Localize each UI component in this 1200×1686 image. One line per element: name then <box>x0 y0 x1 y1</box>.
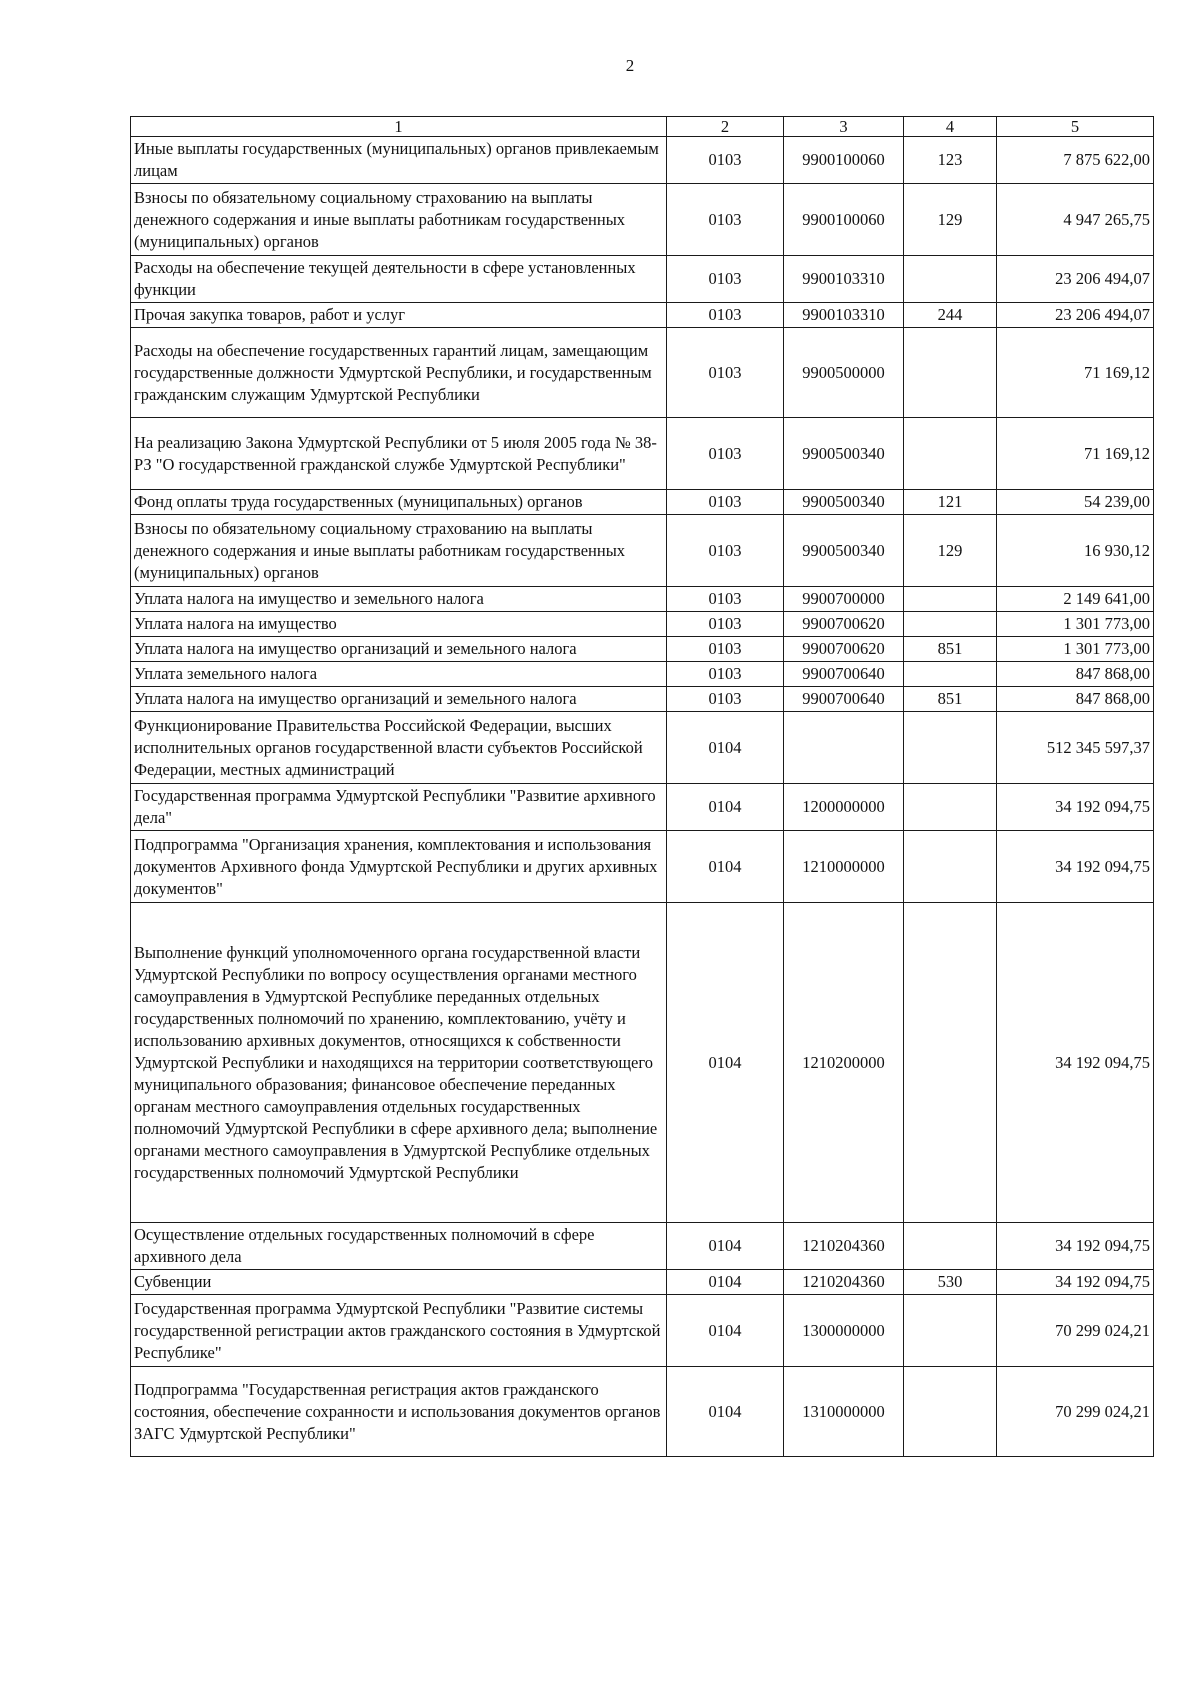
cell-section-code: 0103 <box>667 587 784 612</box>
cell-target-code: 1310000000 <box>784 1367 904 1457</box>
cell-amount: 34 192 094,75 <box>997 831 1154 903</box>
cell-section-code: 0104 <box>667 1223 784 1270</box>
cell-expense-type <box>904 662 997 687</box>
cell-section-code: 0103 <box>667 515 784 587</box>
table-row <box>131 515 1154 587</box>
cell-section-code: 0103 <box>667 328 784 418</box>
cell-amount: 847 868,00 <box>997 662 1154 687</box>
cell-amount: 512 345 597,37 <box>997 712 1154 784</box>
table-row <box>131 328 1154 418</box>
cell-section-code: 0104 <box>667 1270 784 1295</box>
cell-expense-type: 244 <box>904 303 997 328</box>
cell-amount: 23 206 494,07 <box>997 256 1154 303</box>
table-row <box>131 712 1154 784</box>
cell-section-code: 0103 <box>667 490 784 515</box>
cell-target-code: 9900700620 <box>784 612 904 637</box>
cell-expense-type <box>904 1367 997 1457</box>
cell-expense-type <box>904 328 997 418</box>
column-header-3: 3 <box>784 117 904 137</box>
budget-table <box>130 116 1154 1457</box>
cell-name: Уплата налога на имущество <box>131 612 667 637</box>
cell-section-code: 0103 <box>667 137 784 184</box>
column-header-5: 5 <box>997 117 1154 137</box>
cell-amount: 1 301 773,00 <box>997 637 1154 662</box>
cell-name: Взносы по обязательному социальному страхованию на выплаты денежного содержания и иные выплаты работникам государственных (муниципальных) органов <box>131 184 667 256</box>
cell-amount: 7 875 622,00 <box>997 137 1154 184</box>
cell-section-code: 0103 <box>667 256 784 303</box>
table-row <box>131 1223 1154 1270</box>
cell-section-code: 0104 <box>667 831 784 903</box>
cell-expense-type <box>904 831 997 903</box>
cell-name: Расходы на обеспечение государственных гарантий лицам, замещающим государственные должности Удмуртской Республики, и государственным гражданским служащим Удмуртской Республики <box>131 328 667 418</box>
cell-name: Уплата налога на имущество организаций и земельного налога <box>131 637 667 662</box>
cell-section-code: 0103 <box>667 612 784 637</box>
table-row <box>131 831 1154 903</box>
cell-section-code: 0103 <box>667 418 784 490</box>
table-row <box>131 1270 1154 1295</box>
cell-amount: 71 169,12 <box>997 418 1154 490</box>
cell-expense-type: 851 <box>904 687 997 712</box>
column-header-2: 2 <box>667 117 784 137</box>
cell-amount: 34 192 094,75 <box>997 1223 1154 1270</box>
cell-amount: 1 301 773,00 <box>997 612 1154 637</box>
cell-expense-type <box>904 256 997 303</box>
cell-name: Иные выплаты государственных (муниципальных) органов привлекаемым лицам <box>131 137 667 184</box>
cell-expense-type: 530 <box>904 1270 997 1295</box>
page-number: 2 <box>625 56 635 75</box>
table-row <box>131 784 1154 831</box>
cell-name: Прочая закупка товаров, работ и услуг <box>131 303 667 328</box>
cell-name: Уплата земельного налога <box>131 662 667 687</box>
cell-target-code: 1300000000 <box>784 1295 904 1367</box>
cell-section-code: 0103 <box>667 687 784 712</box>
cell-expense-type <box>904 712 997 784</box>
table-row <box>131 1367 1154 1457</box>
table-row <box>131 662 1154 687</box>
table-row <box>131 612 1154 637</box>
cell-section-code: 0103 <box>667 303 784 328</box>
cell-name: Подпрограмма "Организация хранения, комплектования и использования документов Архивного фонда Удмуртской Республики и других архивных документов" <box>131 831 667 903</box>
cell-target-code: 9900500340 <box>784 515 904 587</box>
cell-expense-type: 123 <box>904 137 997 184</box>
table-row <box>131 418 1154 490</box>
column-header-1: 1 <box>131 117 667 137</box>
cell-name: Государственная программа Удмуртской Республики "Развитие системы государственной регистрации актов гражданского состояния в Удмуртской Республике" <box>131 1295 667 1367</box>
cell-target-code: 9900500000 <box>784 328 904 418</box>
cell-amount: 70 299 024,21 <box>997 1295 1154 1367</box>
cell-section-code: 0104 <box>667 1367 784 1457</box>
cell-name: Взносы по обязательному социальному страхованию на выплаты денежного содержания и иные выплаты работникам государственных (муниципальных) органов <box>131 515 667 587</box>
cell-expense-type <box>904 612 997 637</box>
cell-name: На реализацию Закона Удмуртской Республики от 5 июля 2005 года № 38-РЗ "О государственной гражданской службе Удмуртской Республики" <box>131 418 667 490</box>
cell-target-code <box>784 712 904 784</box>
cell-amount: 847 868,00 <box>997 687 1154 712</box>
table-row <box>131 587 1154 612</box>
cell-target-code: 9900700620 <box>784 637 904 662</box>
table-row <box>131 184 1154 256</box>
cell-section-code: 0103 <box>667 662 784 687</box>
cell-target-code: 1210000000 <box>784 831 904 903</box>
cell-amount: 54 239,00 <box>997 490 1154 515</box>
cell-amount: 23 206 494,07 <box>997 303 1154 328</box>
cell-name: Фонд оплаты труда государственных (муниципальных) органов <box>131 490 667 515</box>
cell-section-code: 0104 <box>667 712 784 784</box>
table-row <box>131 637 1154 662</box>
cell-name: Осуществление отдельных государственных полномочий в сфере архивного дела <box>131 1223 667 1270</box>
cell-name: Функционирование Правительства Российской Федерации, высших исполнительных органов государственной власти субъектов Российской Федерации, местных администраций <box>131 712 667 784</box>
table-row <box>131 687 1154 712</box>
cell-amount: 71 169,12 <box>997 328 1154 418</box>
cell-expense-type: 121 <box>904 490 997 515</box>
cell-expense-type <box>904 1295 997 1367</box>
cell-expense-type <box>904 1223 997 1270</box>
cell-amount: 16 930,12 <box>997 515 1154 587</box>
cell-section-code: 0104 <box>667 784 784 831</box>
cell-expense-type: 129 <box>904 184 997 256</box>
cell-expense-type <box>904 903 997 1223</box>
cell-amount: 34 192 094,75 <box>997 1270 1154 1295</box>
cell-name: Подпрограмма "Государственная регистрация актов гражданского состояния, обеспечение сохранности и использования документов органов ЗАГС Удмуртской Республики" <box>131 1367 667 1457</box>
cell-expense-type <box>904 418 997 490</box>
cell-target-code: 9900700640 <box>784 687 904 712</box>
cell-target-code: 9900500340 <box>784 490 904 515</box>
cell-target-code: 9900700000 <box>784 587 904 612</box>
cell-target-code: 1200000000 <box>784 784 904 831</box>
cell-section-code: 0103 <box>667 637 784 662</box>
cell-expense-type <box>904 784 997 831</box>
table-row <box>131 303 1154 328</box>
cell-target-code: 9900100060 <box>784 184 904 256</box>
table-row <box>131 1295 1154 1367</box>
cell-target-code: 1210200000 <box>784 903 904 1223</box>
table-row <box>131 256 1154 303</box>
cell-target-code: 9900700640 <box>784 662 904 687</box>
cell-name: Государственная программа Удмуртской Республики "Развитие архивного дела" <box>131 784 667 831</box>
cell-section-code: 0104 <box>667 1295 784 1367</box>
table-row <box>131 490 1154 515</box>
cell-target-code: 1210204360 <box>784 1223 904 1270</box>
cell-target-code: 9900500340 <box>784 418 904 490</box>
table-row <box>131 903 1154 1223</box>
cell-name: Уплата налога на имущество и земельного налога <box>131 587 667 612</box>
cell-target-code: 9900100060 <box>784 137 904 184</box>
cell-section-code: 0103 <box>667 184 784 256</box>
cell-amount: 70 299 024,21 <box>997 1367 1154 1457</box>
cell-expense-type: 851 <box>904 637 997 662</box>
cell-target-code: 1210204360 <box>784 1270 904 1295</box>
cell-amount: 2 149 641,00 <box>997 587 1154 612</box>
cell-amount: 34 192 094,75 <box>997 903 1154 1223</box>
table-row <box>131 137 1154 184</box>
cell-target-code: 9900103310 <box>784 256 904 303</box>
cell-section-code: 0104 <box>667 903 784 1223</box>
column-header-4: 4 <box>904 117 997 137</box>
cell-amount: 4 947 265,75 <box>997 184 1154 256</box>
table-body <box>131 137 1154 1457</box>
header-row <box>131 117 1154 137</box>
cell-name: Расходы на обеспечение текущей деятельности в сфере установленных функции <box>131 256 667 303</box>
cell-target-code: 9900103310 <box>784 303 904 328</box>
cell-name: Субвенции <box>131 1270 667 1295</box>
cell-name: Уплата налога на имущество организаций и земельного налога <box>131 687 667 712</box>
cell-expense-type: 129 <box>904 515 997 587</box>
cell-amount: 34 192 094,75 <box>997 784 1154 831</box>
cell-expense-type <box>904 587 997 612</box>
cell-name: Выполнение функций уполномоченного органа государственной власти Удмуртской Республики по вопросу осуществления органами местного самоуправления в Удмуртской Республике переданных отдельных государственных полномочий по хранению, комплектованию, учёту и использованию архивных документов, относящихся к собственности Удмуртской Республики и находящихся на территории соответствующего муниципального образования; финансовое обеспечение переданных органам местного самоуправления отдельных государственных полномочий Удмуртской Республики в сфере архивного дела; выполнение органами местного самоуправления в Удмуртской Республике отдельных государственных полномочий Удмуртской Республики <box>131 903 667 1223</box>
